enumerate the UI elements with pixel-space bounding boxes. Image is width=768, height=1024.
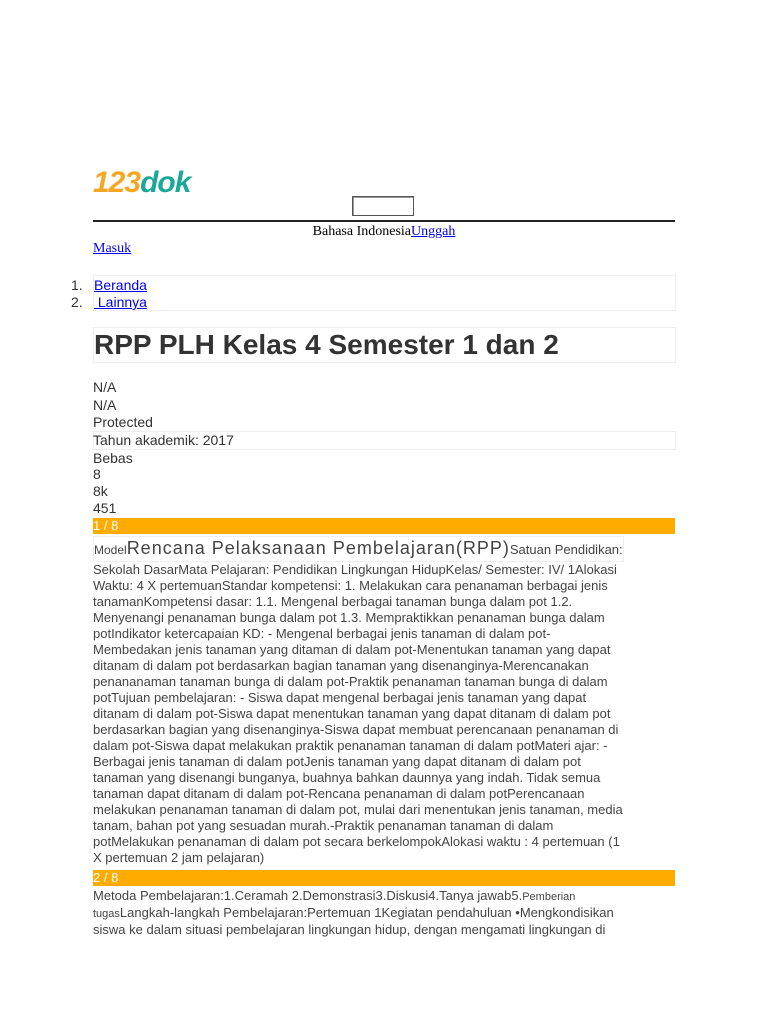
- text-line: tanamanKompetensi dasar: 1.1. Mengenal berbagai tanaman bunga dalam pot 1.2.: [93, 594, 573, 609]
- text-line: potIndikator ketercapaian KD: - Mengenal berbagai jenis tanaman di dalam pot-: [93, 626, 551, 641]
- text-line: Waktu: 4 X pertemuanStandar kompetensi: 1. Melakukan cara penanaman berbagai jenis: [93, 578, 608, 593]
- language-label[interactable]: Bahasa Indonesia: [312, 224, 412, 239]
- text-line: tanaman yang disenangi bunganya, buahnya bahkan daunnya yang indah. Tidak semua: [93, 770, 601, 785]
- text-line: melakukan penanaman tanaman di dalam pot, mulai dari menentukan jenis tanaman, media: [93, 802, 623, 817]
- text-line: penananaman tanaman bunga di dalam pot-Praktik penanaman tanaman bunga di dalam: [93, 674, 608, 689]
- logo-text: dok: [140, 166, 191, 199]
- breadcrumb-link-more[interactable]: Lainnya: [94, 294, 147, 310]
- meta-status: Protected: [93, 414, 153, 430]
- page-indicator-2: 2 / 8: [93, 870, 675, 886]
- upload-link[interactable]: Unggah: [411, 224, 456, 239]
- breadcrumb: [71, 275, 676, 311]
- meta-author: N/A: [93, 379, 117, 395]
- text-line: tanaman dapat ditanam di dalam pot-Rencana penanaman di dalam potPerencanaan: [93, 786, 585, 801]
- text-line: berdasarkan bagian yang disenanginya-Siswa dapat membuat perencanaan penanaman di: [93, 722, 619, 737]
- search-input[interactable]: [352, 196, 414, 216]
- site-logo[interactable]: [93, 166, 190, 200]
- meta-year: Tahun akademik: 2017: [93, 432, 234, 448]
- page-indicator-1: 1 / 8: [93, 518, 675, 534]
- breadcrumb-number: 2.: [71, 294, 83, 310]
- meta-views: 8k: [93, 483, 108, 499]
- text-line: tanam, bahan pot yang sesuadan murah.-Praktik penanaman tanaman di dalam: [93, 818, 554, 833]
- header-divider: [93, 220, 675, 222]
- meta-institution: N/A: [93, 397, 117, 413]
- text-line: tugasLangkah-langkah Pembelajaran:Pertemuan 1Kegiatan pendahuluan •Mengkondisikan: [93, 905, 614, 920]
- breadcrumb-number: 1.: [71, 277, 83, 293]
- text-line: Membedakan jenis tanaman yang ditaman di dalam pot-Menentukan tanaman yang dapat: [93, 642, 611, 657]
- text-line: ModelRencana Pelaksanaan Pembelajaran(RPP)Satuan Pendidikan:: [93, 536, 675, 562]
- text-line: siswa ke dalam situasi pembelajaran lingkungan hidup, dengan mengamati lingkungan di: [93, 922, 606, 937]
- language-bar: [93, 224, 675, 240]
- breadcrumb-item-more: [71, 294, 147, 310]
- meta-downloads: 451: [93, 500, 117, 516]
- text-line: ditanam di dalam pot berdasarkan bagian tanaman yang disenanginya-Merencanakan: [93, 658, 589, 673]
- breadcrumb-item-home: [71, 277, 147, 293]
- text-line: potTujuan pembelajaran: - Siswa dapat mengenal berbagai jenis tanaman yang dapat: [93, 690, 587, 705]
- title-container: [93, 327, 676, 363]
- meta-pages: 8: [93, 466, 101, 482]
- text-line: X pertemuan 2 jam pelajaran): [93, 850, 265, 865]
- text-line: ditanam di dalam pot-Siswa dapat menentukan tanaman yang dapat ditanam di dalam pot: [93, 706, 611, 721]
- page-content-1: [93, 536, 675, 866]
- page-content-2: [93, 888, 675, 938]
- logo-number: 123: [93, 166, 141, 199]
- meta-license: Bebas: [93, 450, 133, 466]
- text-line: Metoda Pembelajaran:1.Ceramah 2.Demonstrasi3.Diskusi4.Tanya jawab5.Pemberian: [93, 888, 576, 903]
- text-line: Menyenangi penanaman bunga dalam pot 1.3. Mempraktikkan penanaman bunga dalam: [93, 610, 605, 625]
- text-line: Sekolah DasarMata Pelajaran: Pendidikan Lingkungan HidupKelas/ Semester: IV/ 1Alokasi: [93, 562, 617, 577]
- page-title: RPP PLH Kelas 4 Semester 1 dan 2: [94, 329, 559, 360]
- text-line: dalam pot-Siswa dapat melakukan praktik penanaman tanaman di dalam potMateri ajar: -: [93, 738, 608, 753]
- breadcrumb-link-home[interactable]: Beranda: [94, 277, 147, 293]
- text-line: potMelakukan penanaman di dalam pot secara berkelompokAlokasi waktu : 4 pertemuan (1: [93, 834, 620, 849]
- text-line: Berbagai jenis tanaman di dalam potJenis tanaman yang dapat ditanam di dalam pot: [93, 754, 581, 769]
- login-link[interactable]: Masuk: [93, 241, 132, 256]
